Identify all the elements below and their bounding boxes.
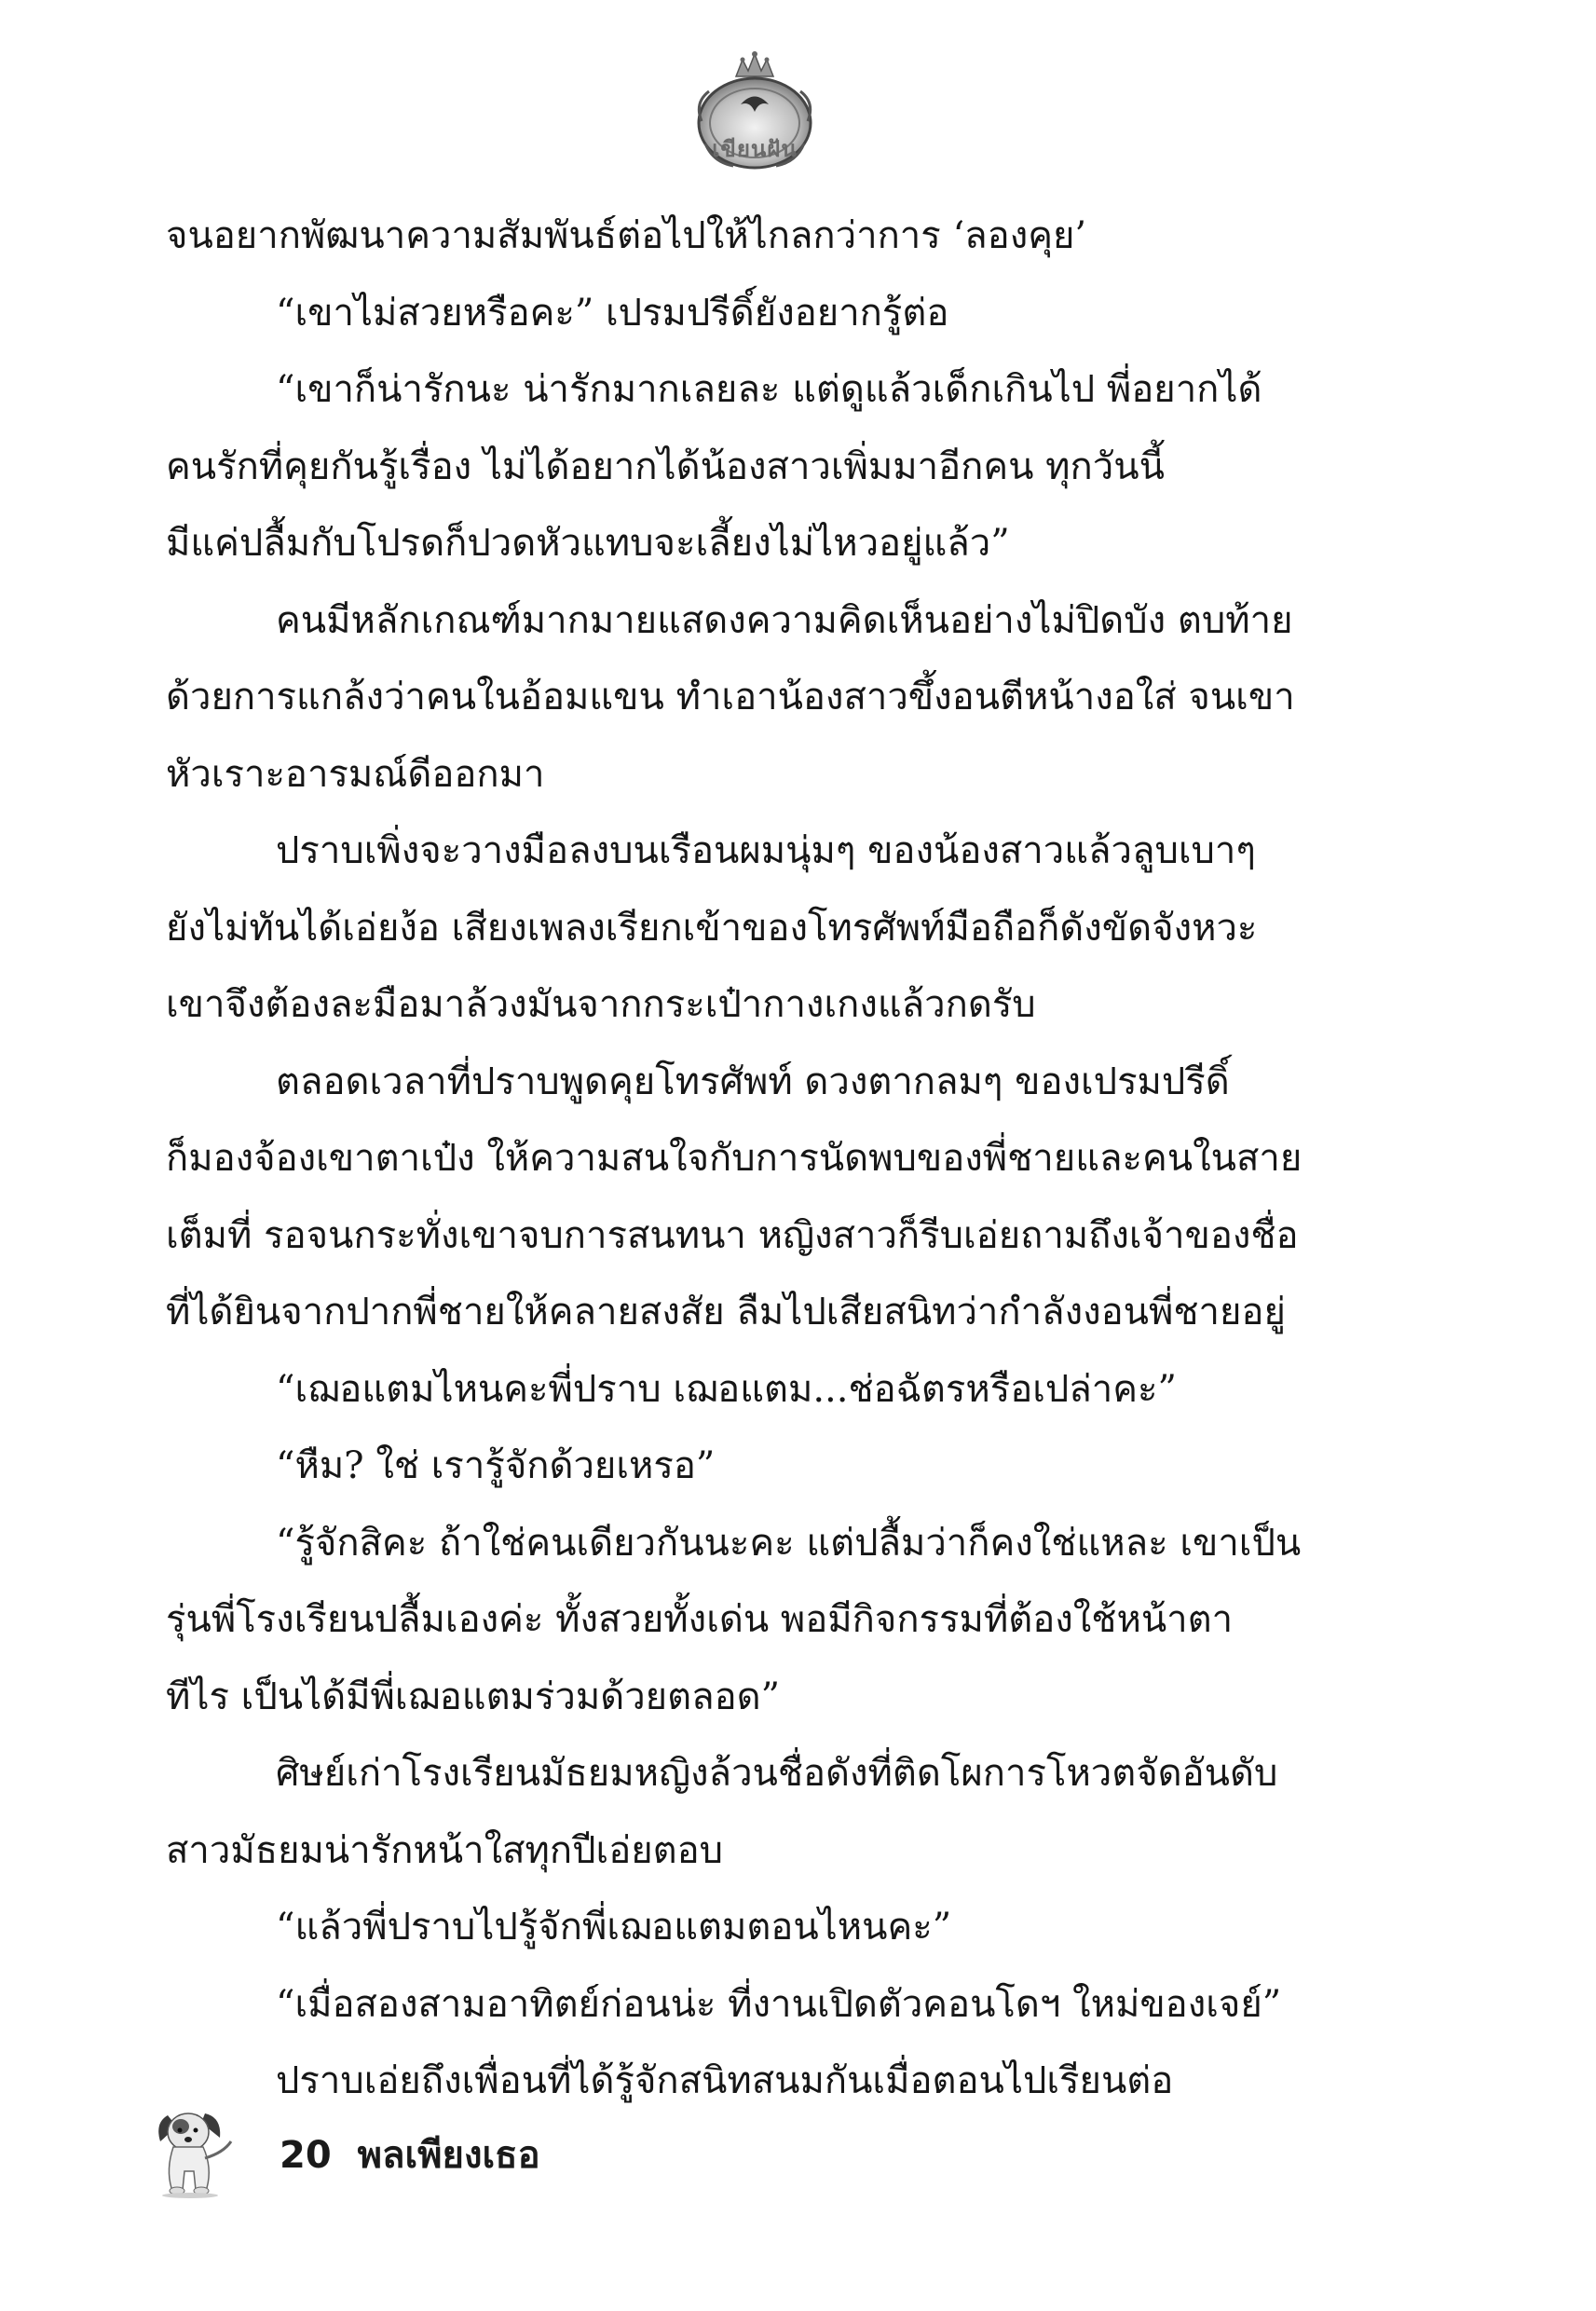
text-line: ตลอดเวลาที่ปราบพูดคุยโทรศัพท์ ดวงตากลมๆ ของเปรมปรีดิ์ bbox=[276, 1060, 1230, 1103]
text-line: เขาจึงต้องละมือมาล้วงมันจากกระเป๋ากางเกงแล้วกดรับ bbox=[166, 983, 1036, 1026]
text-line: ด้วยการแกล้งว่าคนในอ้อมแขน ทำเอาน้องสาวขึ้งอนตีหน้างอใส่ จนเขา bbox=[166, 676, 1295, 718]
text-line: ก็มองจ้องเขาตาเป๋ง ให้ความสนใจกับการนัดพบของพี่ชายและคนในสาย bbox=[166, 1137, 1303, 1180]
text-line: ปราบเพิ่งจะวางมือลงบนเรือนผมนุ่มๆ ของน้องสาวแล้วลูบเบาๆ bbox=[276, 829, 1256, 872]
page-footer bbox=[280, 2127, 553, 2183]
text-line: ปราบเอ่ยถึงเพื่อนที่ได้รู้จักสนิทสนมกันเมื่อตอนไปเรียนต่อ bbox=[276, 2059, 1174, 2102]
text-line: สาวมัธยมน่ารักหน้าใสทุกปีเอ่ยตอบ bbox=[166, 1828, 724, 1872]
text-line: ยังไม่ทันได้เอ่ยง้อ เสียงเพลงเรียกเข้าของโทรศัพท์มือถือก็ดังขัดจังหวะ bbox=[166, 906, 1258, 950]
crowned-wreath-logo-icon bbox=[685, 47, 825, 177]
text-line: “แล้วพี่ปราบไปรู้จักพี่เฌอแตมตอนไหนคะ” bbox=[276, 1906, 952, 1949]
text-line: ศิษย์เก่าโรงเรียนมัธยมหญิงล้วนชื่อดังที่ติดโผการโหวตจัดอันดับ bbox=[276, 1752, 1278, 1795]
text-line: รุ่นพี่โรงเรียนปลื้มเองค่ะ ทั้งสวยทั้งเด่น พอมีกิจกรรมที่ต้องใช้หน้าตา bbox=[166, 1598, 1234, 1641]
text-line: “เมื่อสองสามอาทิตย์ก่อนน่ะ ที่งานเปิดตัวคอนโดฯ ใหม่ของเจย์” bbox=[276, 1982, 1282, 2026]
text-line: จนอยากพัฒนาความสัมพันธ์ต่อไปให้ไกลกว่าการ ‘ลองคุย’ bbox=[166, 214, 1087, 257]
text-line: ทีไร เป็นได้มีพี่เฌอแตมร่วมด้วยตลอด” bbox=[166, 1675, 781, 1718]
book-title: พลเพียงเธอ bbox=[357, 2134, 540, 2177]
text-line: “เขาก็น่ารักนะ น่ารักมากเลยละ แต่ดูแล้วเด็กเกินไป พี่อยากได้ bbox=[276, 368, 1262, 411]
text-line: คนรักที่คุยกันรู้เรื่อง ไม่ได้อยากได้น้องสาวเพิ่มมาอีกคน ทุกวันนี้ bbox=[166, 444, 1165, 488]
text-line: “หืม? ใช่ เรารู้จักด้วยเหรอ” bbox=[276, 1444, 716, 1487]
text-line: ที่ได้ยินจากปากพี่ชายให้คลายสงสัย ลืมไปเสียสนิทว่ากำลังงอนพี่ชายอยู่ bbox=[166, 1291, 1286, 1333]
text-line: เต็มที่ รอจนกระทั่งเขาจบการสนทนา หญิงสาวก็รีบเอ่ยถามถึงเจ้าของชื่อ bbox=[166, 1213, 1299, 1257]
puppy-illustration-icon bbox=[147, 2097, 240, 2199]
text-line: “เขาไม่สวยหรือคะ” เปรมปรีดิ์ยังอยากรู้ต่อ bbox=[276, 291, 949, 335]
text-line: “รู้จักสิคะ ถ้าใช่คนเดียวกันนะคะ แต่ปลื้มว่าก็คงใช่แหละ เขาเป็น bbox=[276, 1521, 1302, 1565]
text-line: คนมีหลักเกณฑ์มากมายแสดงความคิดเห็นอย่างไม่ปิดบัง ตบท้าย bbox=[276, 598, 1293, 642]
text-line: มีแค่ปลื้มกับโปรดก็ปวดหัวแทบจะเลี้ยงไม่ไหวอยู่แล้ว” bbox=[166, 522, 1010, 565]
text-line: “เฌอแตมไหนคะพี่ปราบ เฌอแตม...ช่อฉัตรหรือเปล่าคะ” bbox=[276, 1367, 1177, 1411]
text-line: หัวเราะอารมณ์ดีออกมา bbox=[166, 752, 545, 796]
logo-text: เขียนฝัน bbox=[712, 136, 798, 162]
body-text bbox=[166, 198, 1340, 2117]
page-number: 20 bbox=[280, 2134, 332, 2177]
